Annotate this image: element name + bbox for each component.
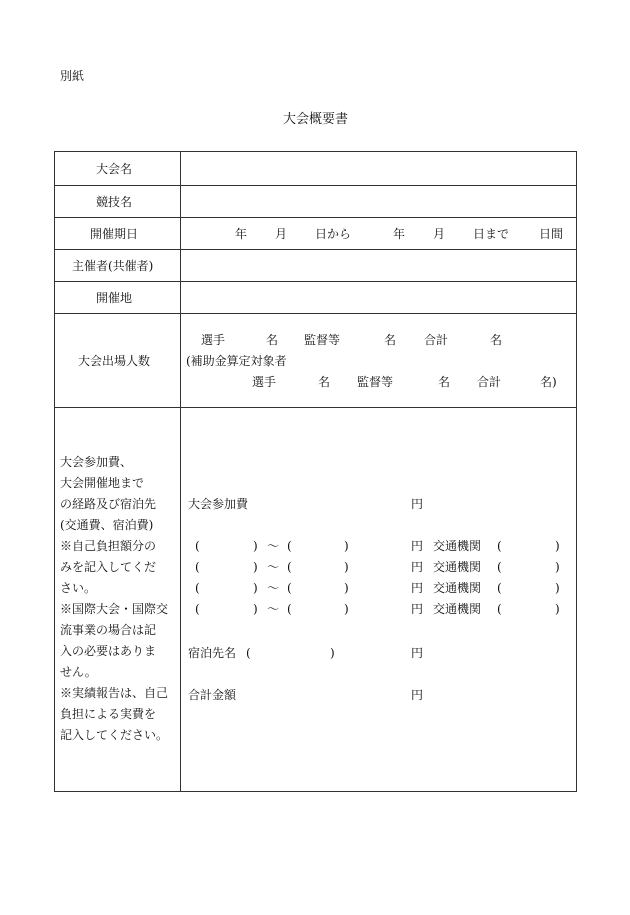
venue-value[interactable] bbox=[182, 282, 575, 312]
transport-label: 交通機関 bbox=[433, 581, 482, 595]
table-border-bottom bbox=[54, 791, 577, 792]
expenses-label-line: (交通費、宿泊費) bbox=[60, 518, 154, 532]
staff-label: 監督等 bbox=[304, 333, 341, 347]
staff-unit: 名 bbox=[384, 333, 397, 347]
total-unit: 名 bbox=[490, 333, 503, 347]
subsidy-total-unit: 名) bbox=[540, 375, 557, 389]
expenses-note-line: 流事業の場合は記 bbox=[60, 623, 157, 637]
table-border-left bbox=[54, 151, 55, 792]
expenses-note-line: 記入してください。 bbox=[60, 728, 169, 742]
period-day-until: 日まで bbox=[473, 227, 510, 241]
transport-close: ) bbox=[555, 581, 560, 595]
transport-open: ( bbox=[497, 539, 502, 553]
tournament-name-label: 大会名 bbox=[96, 162, 133, 176]
entry-fee-label: 大会参加費 bbox=[188, 497, 249, 511]
route-to-open: ( bbox=[287, 539, 292, 553]
route-from-close: ) bbox=[253, 602, 258, 616]
route-from-open: ( bbox=[195, 560, 200, 574]
route-tilde: 〜 bbox=[267, 581, 280, 595]
route-tilde: 〜 bbox=[267, 602, 280, 616]
expenses-note-line: ※自己負担額分の bbox=[60, 539, 157, 553]
tournament-name-value[interactable] bbox=[182, 152, 575, 184]
lodging-label: 宿泊先名 bbox=[188, 646, 237, 660]
sport-name-value[interactable] bbox=[182, 186, 575, 216]
entry-fee-unit: 円 bbox=[411, 497, 424, 511]
total-amount-label: 合計金額 bbox=[188, 688, 237, 702]
route-to-close: ) bbox=[344, 602, 349, 616]
table-border-right bbox=[576, 151, 577, 792]
route-to-open: ( bbox=[287, 581, 292, 595]
route-tilde: 〜 bbox=[267, 539, 280, 553]
expenses-label-line: 大会開催地まで bbox=[60, 476, 145, 490]
subsidy-players-label: 選手 bbox=[252, 375, 277, 389]
expenses-note-line: せん。 bbox=[60, 665, 97, 679]
transport-close: ) bbox=[555, 602, 560, 616]
period-month-1: 月 bbox=[275, 227, 288, 241]
subsidy-label: (補助金算定対象者 bbox=[186, 354, 287, 368]
transport-label: 交通機関 bbox=[433, 539, 482, 553]
expenses-label-line: 大会参加費、 bbox=[60, 455, 133, 469]
organizer-value[interactable] bbox=[182, 250, 575, 280]
table-column-divider bbox=[180, 151, 181, 792]
route-to-close: ) bbox=[344, 539, 349, 553]
transport-close: ) bbox=[555, 539, 560, 553]
route-unit: 円 bbox=[411, 602, 424, 616]
route-unit: 円 bbox=[411, 560, 424, 574]
attachment-label: 別紙 bbox=[60, 69, 85, 83]
row-divider bbox=[54, 313, 577, 314]
expenses-label-line: の経路及び宿泊先 bbox=[60, 497, 157, 511]
subsidy-players-unit: 名 bbox=[318, 375, 331, 389]
total-label: 合計 bbox=[424, 333, 449, 347]
lodging-open: ( bbox=[246, 646, 251, 660]
route-tilde: 〜 bbox=[267, 560, 280, 574]
route-to-close: ) bbox=[344, 581, 349, 595]
lodging-unit: 円 bbox=[411, 646, 424, 660]
players-label: 選手 bbox=[201, 333, 226, 347]
players-unit: 名 bbox=[266, 333, 279, 347]
period-label: 開催期日 bbox=[90, 227, 139, 241]
period-days: 日間 bbox=[539, 227, 564, 241]
period-month-2: 月 bbox=[433, 227, 446, 241]
lodging-close: ) bbox=[330, 646, 335, 660]
transport-open: ( bbox=[497, 602, 502, 616]
route-unit: 円 bbox=[411, 539, 424, 553]
transport-open: ( bbox=[497, 560, 502, 574]
participants-label: 大会出場人数 bbox=[78, 354, 151, 368]
period-day-from: 日から bbox=[315, 227, 352, 241]
route-to-close: ) bbox=[344, 560, 349, 574]
route-from-close: ) bbox=[253, 560, 258, 574]
route-unit: 円 bbox=[411, 581, 424, 595]
route-from-open: ( bbox=[195, 581, 200, 595]
document-title: 大会概要書 bbox=[283, 112, 349, 127]
expenses-note-line: 負担による実費を bbox=[60, 707, 157, 721]
expenses-note-line: みを記入してくだ bbox=[60, 560, 157, 574]
transport-open: ( bbox=[497, 581, 502, 595]
route-from-close: ) bbox=[253, 539, 258, 553]
expenses-note-line: さい。 bbox=[60, 581, 97, 595]
route-from-close: ) bbox=[253, 581, 258, 595]
row-divider bbox=[54, 217, 577, 218]
subsidy-total-label: 合計 bbox=[477, 375, 502, 389]
organizer-label: 主催者(共催者) bbox=[72, 259, 154, 273]
sport-name-label: 競技名 bbox=[96, 195, 133, 209]
expenses-note-line: ※実績報告は、自己 bbox=[60, 686, 169, 700]
expenses-note-line: 入の必要はありま bbox=[60, 644, 157, 658]
route-to-open: ( bbox=[287, 602, 292, 616]
period-year-1: 年 bbox=[235, 227, 248, 241]
row-divider bbox=[54, 407, 577, 408]
expenses-note-line: ※国際大会・国際交 bbox=[60, 602, 169, 616]
route-to-open: ( bbox=[287, 560, 292, 574]
subsidy-staff-unit: 名 bbox=[438, 375, 451, 389]
subsidy-staff-label: 監督等 bbox=[357, 375, 394, 389]
transport-label: 交通機関 bbox=[433, 602, 482, 616]
route-from-open: ( bbox=[195, 539, 200, 553]
venue-label: 開催地 bbox=[96, 291, 133, 305]
total-amount-unit: 円 bbox=[411, 688, 424, 702]
period-year-2: 年 bbox=[393, 227, 406, 241]
route-from-open: ( bbox=[195, 602, 200, 616]
transport-close: ) bbox=[555, 560, 560, 574]
transport-label: 交通機関 bbox=[433, 560, 482, 574]
